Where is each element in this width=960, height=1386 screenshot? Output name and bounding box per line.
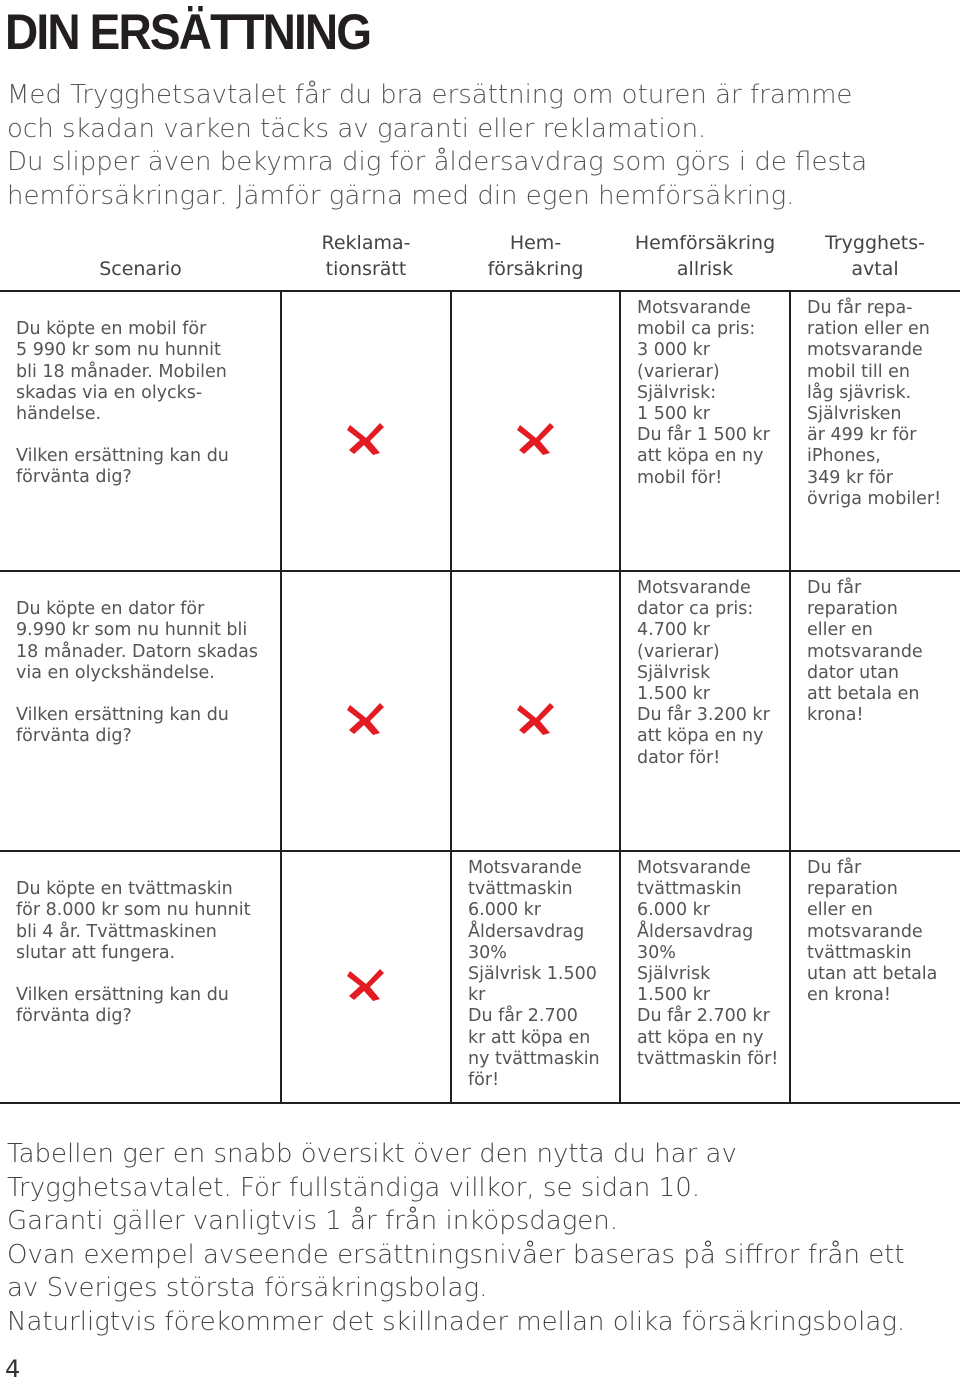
cross-icon: [346, 421, 386, 457]
scenario-cell: [0, 571, 281, 851]
table-header-row: [0, 230, 960, 291]
page-number: 4: [5, 1355, 21, 1383]
footer-text: Tabellen ger en snabb översikt över den nytta du har av Trygghetsavtalet. För fullständiga villkor, se sidan 10. Garanti gäller vanligtvis 1 år från inköpsdagen. Ovan exempel avseende ersättningsnivåer baseras på siffror från ett av Sveriges största försäkringsbolag. Naturligtvis förekommer det skillnader mellan olika försäkringsbolag.: [7, 1139, 906, 1337]
page-title: DIN ERSÄTTNING: [5, 4, 371, 60]
column-header-allrisk: Hemförsäkring allrisk: [634, 232, 776, 280]
trygghetsavtal-cell: Du får reparation eller en motsvarande dator utan att betala en krona!: [790, 571, 960, 851]
cross-icon: [346, 701, 386, 737]
column-header-hemforsakring: Hem- försäkring: [487, 232, 584, 280]
column-header-scenario: Scenario: [99, 258, 182, 280]
reklamation-cell: [281, 291, 451, 571]
trygghetsavtal-cell: Du får reparation eller en motsvarande tvättmaskin utan att betala en krona!: [790, 851, 960, 1103]
cross-icon: [516, 421, 556, 457]
scenario-cell: [0, 291, 281, 571]
allrisk-cell: Motsvarande dator ca pris: 4.700 kr (varierar) Självrisk 1.500 kr Du får 3.200 kr att köpa en ny dator för!: [620, 571, 790, 851]
scenario-question: Vilken ersättning kan du förvänta dig?: [16, 985, 229, 1027]
cross-icon: [516, 701, 556, 737]
comparison-table: [0, 230, 960, 1104]
scenario-question: Vilken ersättning kan du förvänta dig?: [16, 705, 229, 747]
intro-text: Med Trygghetsavtalet får du bra ersättning om oturen är framme och skadan varken täcks av garanti eller reklamation. Du slipper även bekymra dig för åldersavdrag som görs i de flesta hemförsäkringar. Jämför gärna med din egen hemförsäkring.: [7, 80, 868, 211]
table-row-mobil: [0, 291, 960, 571]
hemforsakring-cell: [451, 571, 620, 851]
table-row-dator: [0, 571, 960, 851]
allrisk-cell: Motsvarande tvättmaskin 6.000 kr Åldersavdrag 30% Självrisk 1.500 kr Du får 2.700 kr att köpa en ny tvättmaskin för!: [620, 851, 790, 1103]
hemforsakring-cell: Motsvarande tvättmaskin 6.000 kr Åldersavdrag 30% Självrisk 1.500 kr Du får 2.700 kr att köpa en ny tvättmaskin för!: [451, 851, 620, 1103]
scenario-text: Du köpte en mobil för 5 990 kr som nu hunnit bli 18 månader. Mobilen skadas via en olycks- händelse.: [16, 319, 227, 425]
scenario-text: Du köpte en tvättmaskin för 8.000 kr som nu hunnit bli 4 år. Tvättmaskinen slutar att fungera.: [16, 879, 251, 963]
column-header-reklamationsratt: Reklama- tionsrätt: [321, 232, 411, 280]
table-row-tvattmaskin: [0, 851, 960, 1103]
cross-icon: [346, 967, 386, 1003]
hemforsakring-cell: [451, 291, 620, 571]
scenario-question: Vilken ersättning kan du förvänta dig?: [16, 446, 229, 488]
reklamation-cell: [281, 571, 451, 851]
trygghetsavtal-cell: Du får repa- ration eller en motsvarande mobil till en låg sjävrisk. Självrisken är 499 kr för iPhones, 349 kr för övriga mobiler!: [790, 291, 960, 571]
allrisk-cell: Motsvarande mobil ca pris: 3 000 kr (varierar) Självrisk: 1 500 kr Du får 1 500 kr att köpa en ny mobil för!: [620, 291, 790, 571]
reklamation-cell: [281, 851, 451, 1103]
scenario-text: Du köpte en dator för 9.990 kr som nu hunnit bli 18 månader. Datorn skadas via en olyckshändelse.: [16, 599, 258, 683]
scenario-cell: [0, 851, 281, 1103]
column-header-trygghetsavtal: Trygghets- avtal: [825, 232, 925, 280]
